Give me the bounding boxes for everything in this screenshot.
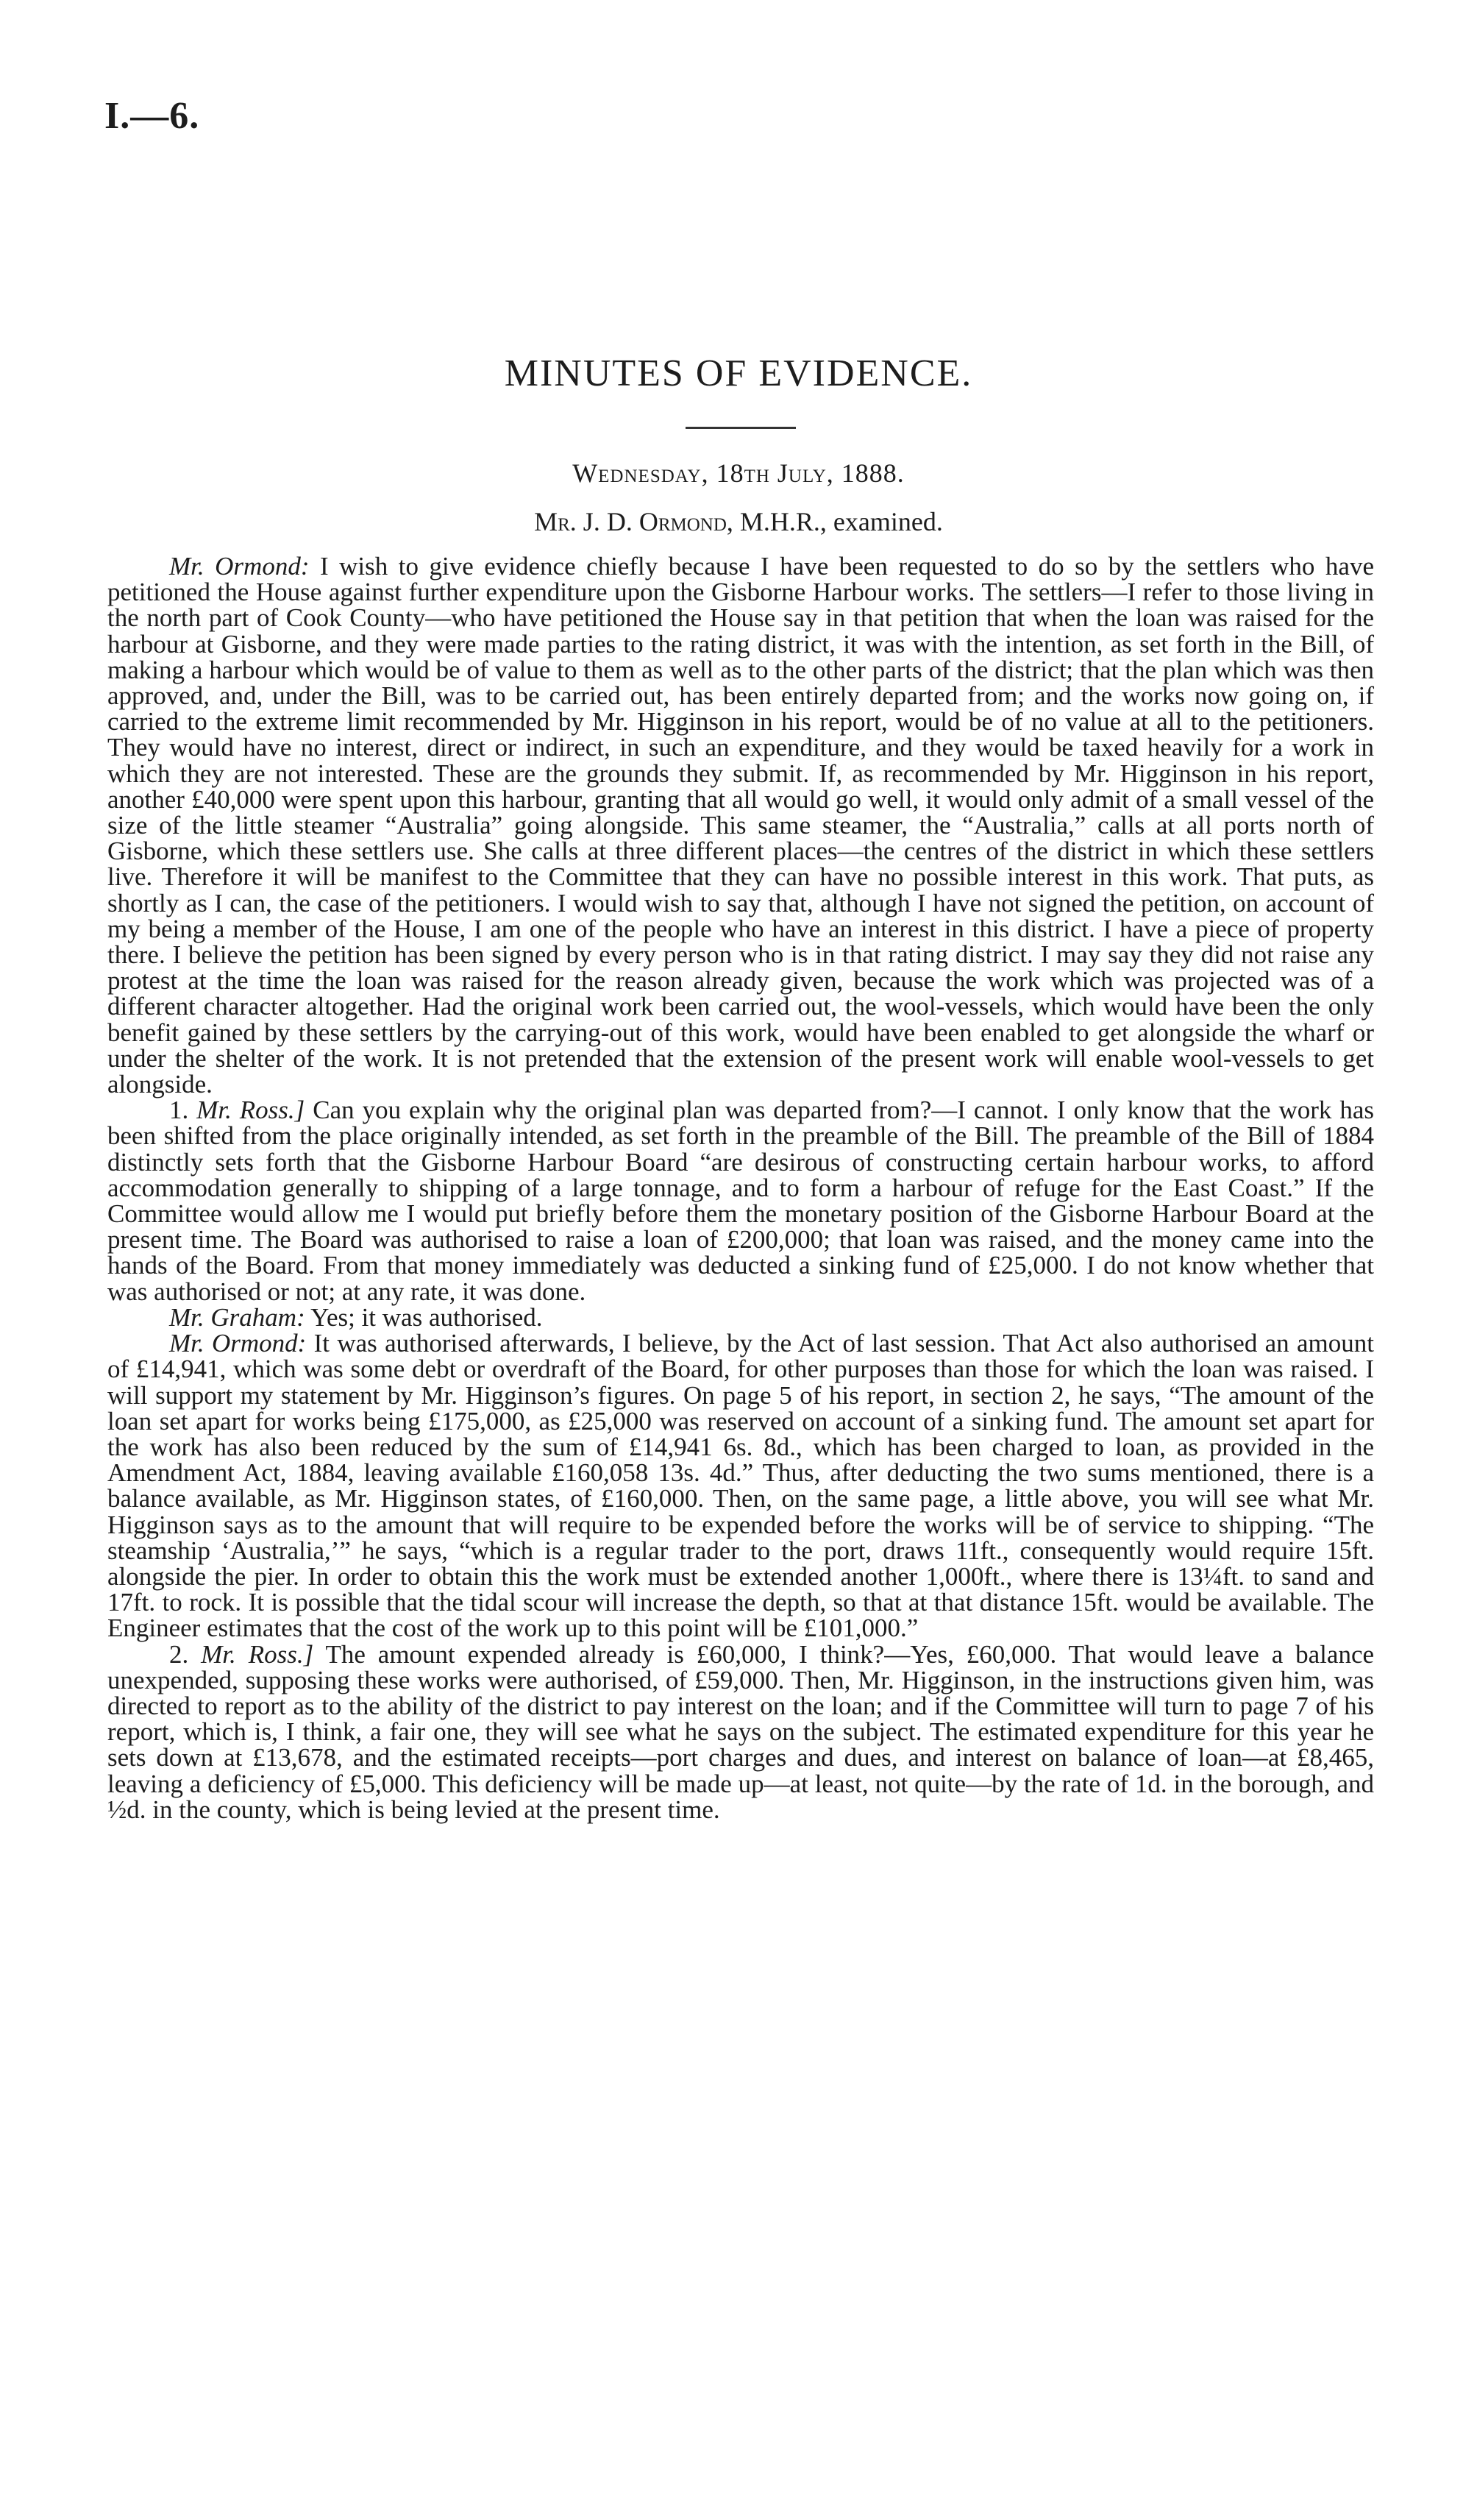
title-divider: [686, 427, 796, 429]
witness-role: , M.H.R., examined.: [726, 507, 943, 536]
paragraph-text: I wish to give evidence chiefly because I have been requested to do so by the settlers who have petitioned the House against further expenditure upon the Gisborne Harbour works. The settlers—I refer to those living in the north part of Cook County—who have petitioned the House say in that petition that when the loan was raised for the harbour at Gisborne, and they were made parties to the rating district, it was with the intention, as set forth in the Bill, of making a harbour which would be of value to them as well as to the other parts of the district; that the plan which was then approved, and, under the Bill, was to be carried out, has been entirely departed from; and the works now going on, if carried to the extreme limit recommended by Mr. Higginson in his report, would be of no value at all to the petitioners. They would have no interest, direct or indirect, in such an expenditure, and they would be taxed heavily for a work in which they are not interested. These are the grounds they submit. If, as recommended by Mr. Higginson in his report, another £40,000 were spent upon this harbour, granting that all would go well, it would only admit of a small vessel of the size of the little steamer “Australia” going alongside. This same steamer, the “Australia,” calls at all ports north of Gisborne, which these settlers use. She calls at three different places—the centres of the district in which these settlers live. Therefore it will be manifest to the Committee that they can have no possible interest in this work. That puts, as shortly as I can, the case of the petitioners. I would wish to say that, although I have not signed the petition, on account of my being a member of the House, I am one of the people who have an interest in this district. I have a piece of property there. I believe the petition has been signed by every person who is in that rating district. I may say they did not raise any protest at the time the loan was raised for the reason already given, because the work which was projected was of a different character altogether. Had the original work been carried out, the wool-vessels, which would have been the only benefit gained by these settlers by the carrying-out of this work, would have been enabled to get alongside the wharf or under the shelter of the work. It is not pretended that the extension of the present work will enable wool-vessels to get alongside.: [107, 552, 1374, 1099]
evidence-paragraph: [107, 1641, 1374, 1822]
page-title: MINUTES OF EVIDENCE.: [504, 352, 973, 394]
paragraph-text: Yes; it was authorised.: [305, 1302, 543, 1332]
speaker-label: Mr. Ross.]: [196, 1096, 305, 1125]
speaker-label: Mr. Graham:: [169, 1302, 305, 1332]
question-number: 1.: [169, 1096, 197, 1125]
page-reference: I.—6.: [104, 95, 200, 137]
speaker-label: Mr. Ormond:: [169, 552, 310, 581]
question-number: 2.: [169, 1639, 202, 1669]
witness-name: Mr. J. D. Ormond: [534, 507, 727, 536]
evidence-body: [107, 553, 1374, 1822]
evidence-paragraph: [107, 1302, 1374, 1332]
witness-line: [0, 506, 1477, 537]
speaker-label: Mr. Ormond:: [169, 1329, 307, 1358]
session-date: Wednesday, 18th July, 1888.: [572, 458, 905, 488]
speaker-label: Mr. Ross.]: [201, 1639, 314, 1669]
paragraph-text: It was authorised afterwards, I believe, by the Act of last session. That Act also authorised an amount of £14,941, which was some debt or overdraft of the Board, for other purposes than those for which the loan was raised. I will support my statement by Mr. Higginson’s figures. On page 5 of his report, in section 2, he says, “The amount of the loan set apart for works being £175,000, as £25,000 was reserved on account of a sinking fund. The amount set apart for the work has also been reduced by the sum of £14,941 6s. 8d., which has been charged to loan, as provided in the Amendment Act, 1884, leaving available £160,058 13s. 4d.” Thus, after deducting the two sums mentioned, there is a balance available, as Mr. Higginson states, of £160,000. Then, on the same page, a little above, you will see what Mr. Higginson says as to the amount that will require to be expended before the works will be of service to shipping. “The steamship ‘Australia,’” he says, “which is a regular trader to the port, draws 11ft., consequently would require 15ft. alongside the pier. In order to obtain this the work must be extended another 1,000ft., where there is 13¼ft. to sand and 17ft. to rock. It is possible that the tidal scour will increase the depth, so that at that distance 15ft. would be available. The Engineer estimates that the cost of the work up to this point will be £101,000.”: [107, 1329, 1374, 1643]
evidence-paragraph: [107, 1330, 1374, 1641]
paragraph-text: Can you explain why the original plan was departed from?—I cannot. I only know that the work has been shifted from the place originally intended, as set forth in the preamble of the Bill. The preamble of the Bill of 1884 distinctly sets forth that the Gisborne Harbour Board “are desirous of constructing certain harbour works, to afford accommodation generally to shipping of a large tonnage, and to form a harbour of refuge for the East Coast.” If the Committee would allow me I would put briefly before them the monetary position of the Gisborne Harbour Board at the present time. The Board was authorised to raise a loan of £200,000; that loan was raised, and the money came into the hands of the Board. From that money immediately was deducted a sinking fund of £25,000. I do not know whether that was authorised or not; at any rate, it was done.: [107, 1096, 1375, 1306]
evidence-paragraph: [107, 1097, 1374, 1305]
evidence-paragraph: [107, 553, 1374, 1097]
paragraph-text: The amount expended already is £60,000, I think?—Yes, £60,000. That would leave a balance unexpended, supposing these works were authorised, of £59,000. Then, Mr. Higginson, in the instructions given him, was directed to report as to the ability of the district to pay interest on the loan; and if the Committee will turn to page 7 of his report, which is, I think, a fair one, they will see what he says on the subject. The estimated expenditure for this year he sets down at £13,678, and the estimated receipts—port charges and dues, and interest on balance of loan—at £8,465, leaving a deficiency of £5,000. This deficiency will be made up—at least, not quite—by the rate of 1d. in the borough, and ½d. in the county, which is being levied at the present time.: [107, 1639, 1375, 1824]
